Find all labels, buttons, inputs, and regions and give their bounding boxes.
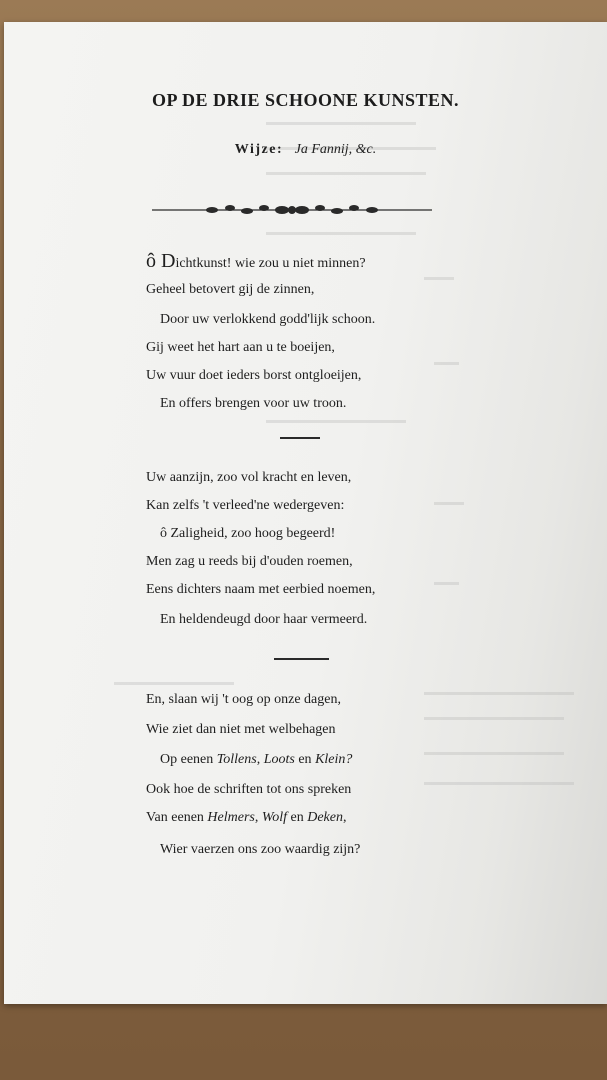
stanza-2-line-4: Men zag u reeds bij d'ouden roemen, <box>146 554 353 569</box>
stanza-3-line-1: En, slaan wij 't oog op onze dagen, <box>146 692 341 707</box>
tune-line <box>4 142 607 158</box>
printed-sheet <box>4 22 607 1004</box>
ornament-divider <box>152 198 432 222</box>
stanza-3-line-5: Van eenen Helmers, Wolf en Deken, <box>146 810 347 825</box>
stanza-separator-1 <box>280 437 320 439</box>
stanza-3-line-6: Wier vaerzen ons zoo waardig zijn? <box>160 842 361 857</box>
stanza-3-line-3: Op eenen Tollens, Loots en Klein? <box>160 752 353 767</box>
stanza-1-line-2: Geheel betovert gij de zinnen, <box>146 282 315 297</box>
stanza-separator-2 <box>274 658 329 660</box>
stanza-2-line-5: Eens dichters naam met eerbied noemen, <box>146 582 376 597</box>
stanza-2-line-3: ô Zaligheid, zoo hoog begeerd! <box>160 526 336 541</box>
tune-label: Wijze: <box>234 142 284 157</box>
stanza-2-line-6: En heldendeugd door haar vermeerd. <box>160 612 368 627</box>
poem-title: OP DE DRIE SCHOONE KUNSTEN. <box>151 90 460 110</box>
stanza-2-line-1: Uw aanzijn, zoo vol kracht en leven, <box>146 470 352 485</box>
tune-value: Ja Fannij, &c. <box>294 142 377 157</box>
stanza-1-line-4: Gij weet het hart aan u te boeijen, <box>146 340 335 355</box>
stanza-3-line-2: Wie ziet dan niet met welbehagen <box>146 722 336 737</box>
stanza-1-line-5: Uw vuur doet ieders borst ontgloeijen, <box>146 368 362 383</box>
stanza-1-line-3: Door uw verlokkend godd'lijk schoon. <box>160 312 376 327</box>
stanza-2-line-2: Kan zelfs 't verleed'ne wedergeven: <box>146 498 345 513</box>
stanza-1-line-1: ô Dichtkunst! wie zou u niet minnen? <box>146 250 366 272</box>
stanza-1-line-6: En offers brengen voor uw troon. <box>160 396 347 411</box>
stanza-3-line-4: Ook hoe de schriften tot ons spreken <box>146 782 352 797</box>
